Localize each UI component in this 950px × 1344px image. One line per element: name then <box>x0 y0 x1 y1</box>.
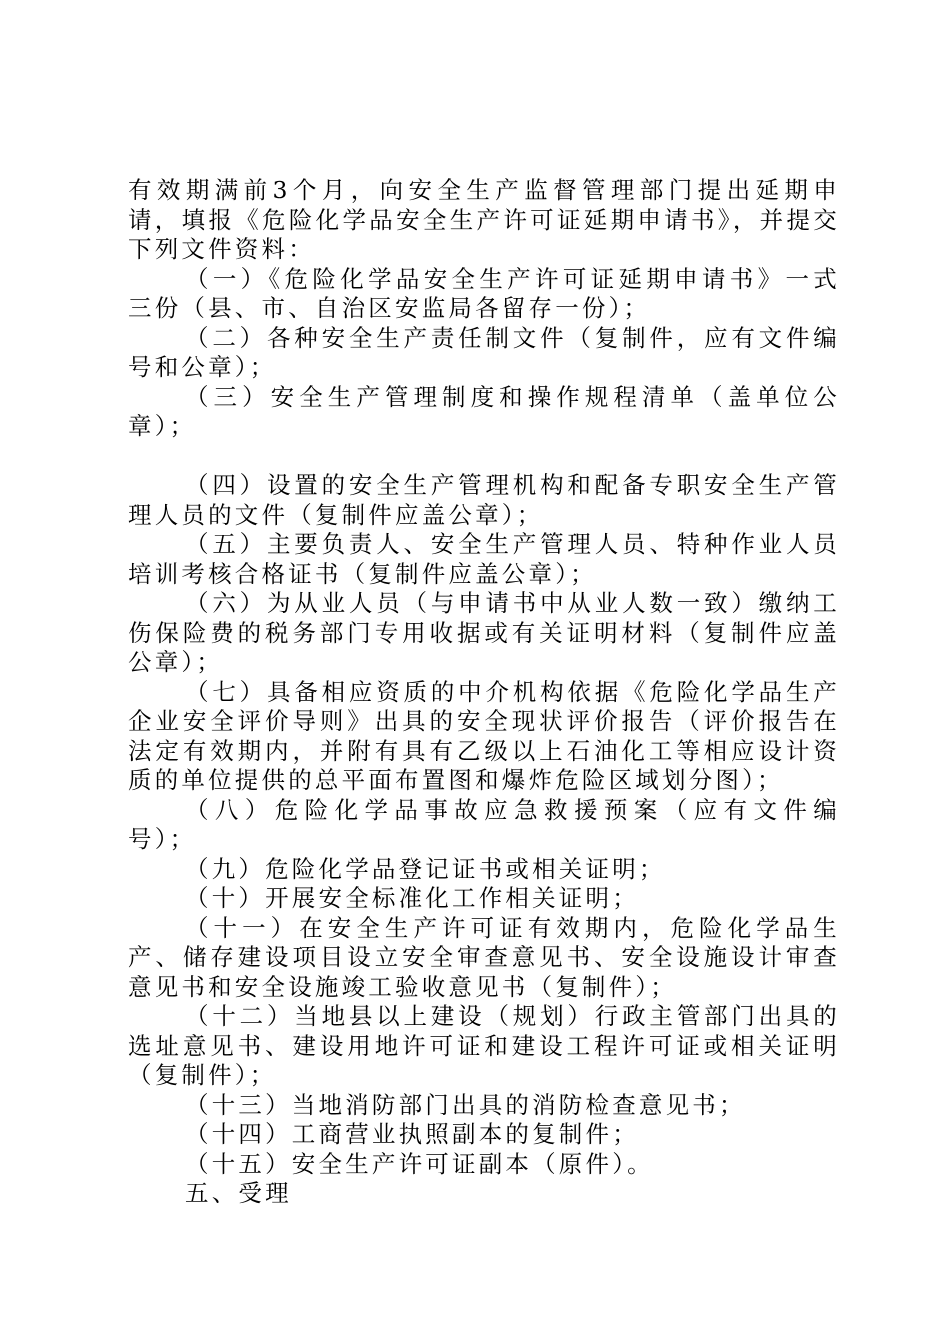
list-item-3: （三）安全生产管理制度和操作规程清单（盖单位公章）； <box>128 382 840 440</box>
list-item-12: （十二）当地县以上建设（规划）行政主管部门出具的选址意见书、建设用地许可证和建设工程许可证或相关证明（复制件）； <box>128 1002 840 1089</box>
list-item-14: （十四）工商营业执照副本的复制件； <box>185 1120 639 1148</box>
document-body <box>128 176 840 1209</box>
list-item-7: （七）具备相应资质的中介机构依据《危险化学品生产企业安全评价导则》出具的安全现状评价报告（评价报告在法定有效期内，并附有具有乙级以上石油化工等相应设计资质的单位提供的总平面布置图和爆炸危险区域划分图）； <box>128 677 840 794</box>
list-item-15: （十五）安全生产许可证副本（原件）。 <box>185 1149 654 1178</box>
list-item-9: （九）危险化学品登记证书或相关证明； <box>185 854 666 883</box>
list-item-1: （一）《危险化学品安全生产许可证延期申请书》一式三份（县、市、自治区安监局各留存一份）； <box>128 264 840 322</box>
list-item-13: （十三）当地消防部门出具的消防检查意见书； <box>185 1090 746 1119</box>
list-item-2: （二）各种安全生产责任制文件（复制件，应有文件编号和公章）； <box>128 323 840 381</box>
list-item-6: （六）为从业人员（与申请书中从业人数一致）缴纳工伤保险费的税务部门专用收据或有关证明材料（复制件应盖公章）； <box>128 589 840 676</box>
list-item-11: （十一）在安全生产许可证有效期内，危险化学品生产、储存建设项目设立安全审查意见书、安全设施设计审查意见书和安全设施竣工验收意见书（复制件）； <box>128 913 840 1001</box>
list-item-8: （八）危险化学品事故应急救援预案（应有文件编号）； <box>128 795 840 853</box>
list-item-5: （五）主要负责人、安全生产管理人员、特种作业人员培训考核合格证书（复制件应盖公章）； <box>128 530 840 588</box>
section-heading: 五、受理 <box>185 1179 292 1207</box>
paragraph-intro: 有效期满前3个月，向安全生产监督管理部门提出延期申请，填报《危险化学品安全生产许可证延期申请书》，并提交下列文件资料： <box>128 176 840 263</box>
list-item-4: （四）设置的安全生产管理机构和配备专职安全生产管理人员的文件（复制件应盖公章）； <box>128 471 840 529</box>
list-item-10: （十）开展安全标准化工作相关证明； <box>185 884 639 912</box>
